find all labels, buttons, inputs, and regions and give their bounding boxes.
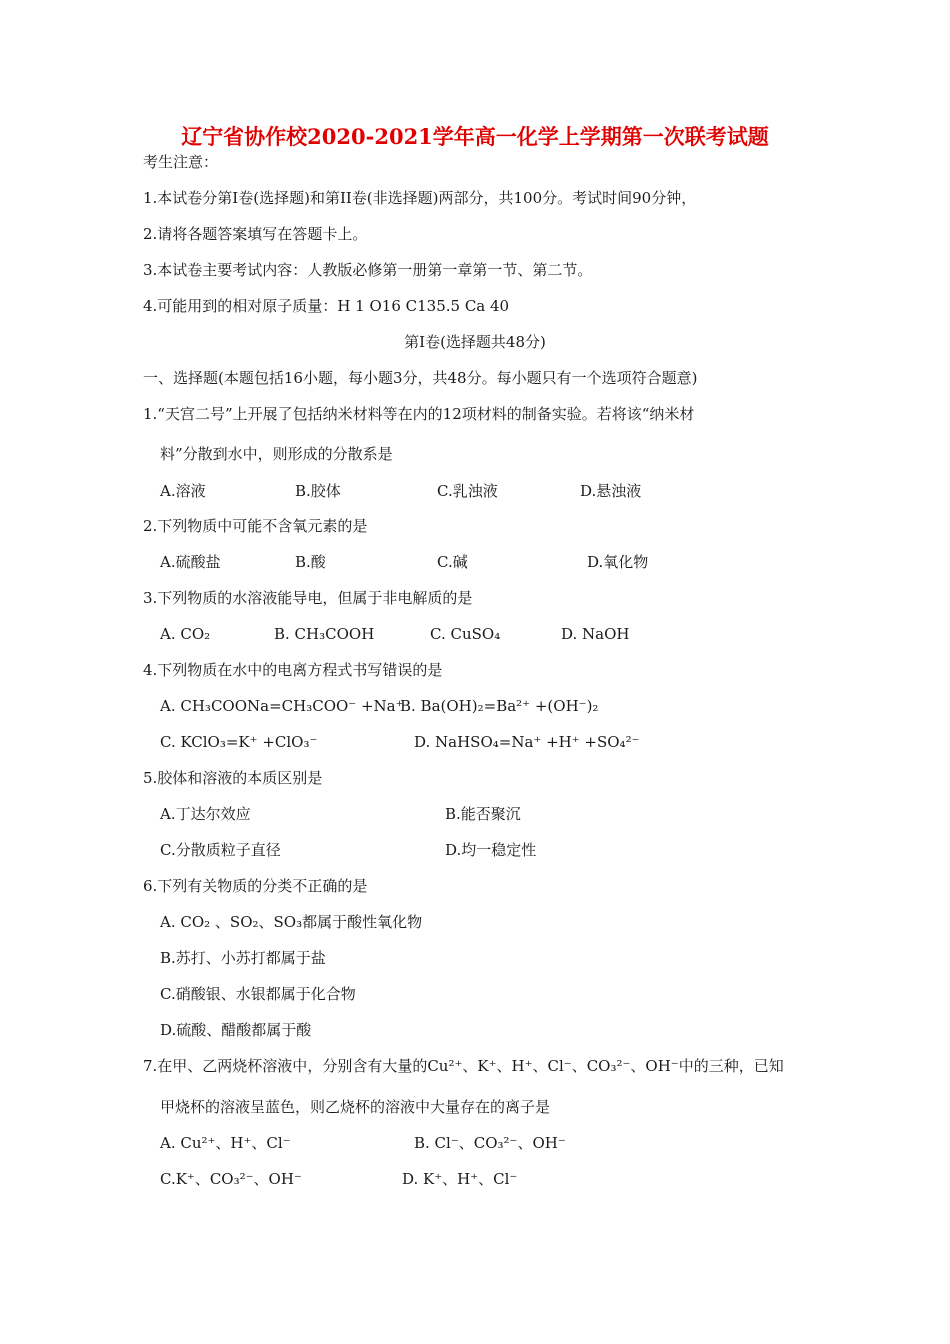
option-c: C. CuSO₄ [430, 625, 501, 643]
question-stem: 3.下列物质的水溶液能导电，但属于非电解质的是 [143, 589, 473, 607]
question-stem-continued: 甲烧杯的溶液呈蓝色，则乙烧杯的溶液中大量存在的离子是 [160, 1098, 551, 1116]
option-d: D.硫酸、醋酸都属于酸 [160, 1021, 312, 1039]
option-b: B.酸 [295, 553, 326, 571]
notice-item: 2.请将各题答案填写在答题卡上。 [143, 225, 368, 243]
option-c: C.K⁺、CO₃²⁻、OH⁻ [160, 1170, 302, 1188]
option-d: D. NaHSO₄=Na⁺ +H⁺ +SO₄²⁻ [414, 733, 640, 751]
question-stem: 5.胶体和溶液的本质区别是 [143, 769, 323, 787]
option-a: A. CO₂ [160, 625, 211, 643]
option-a: A.溶液 [160, 482, 206, 500]
question-stem-continued: 料”分散到水中，则形成的分散系是 [160, 445, 393, 463]
option-b: B.能否聚沉 [445, 805, 521, 823]
option-d: D. K⁺、H⁺、Cl⁻ [402, 1170, 518, 1188]
option-d: D.悬浊液 [580, 482, 642, 500]
question-stem: 1.“天宫二号”上开展了包括纳米材料等在内的12项材料的制备实验。若将该“纳米材 [143, 405, 695, 423]
option-c: C.乳浊液 [437, 482, 498, 500]
notice-item: 1.本试卷分第Ⅰ卷(选择题)和第II卷(非选择题)两部分，共100分。考试时间90分钟， [143, 189, 697, 207]
option-b: B. CH₃COOH [274, 625, 375, 643]
option-a: A. Cu²⁺、H⁺、Cl⁻ [160, 1134, 291, 1152]
option-d: D.均一稳定性 [445, 841, 537, 859]
option-b: B. Ba(OH)₂=Ba²⁺ +(OH⁻)₂ [400, 697, 599, 715]
option-a: A. CH₃COONa=CH₃COO⁻ +Na⁺ [160, 697, 404, 715]
option-c: C.硝酸银、水银都属于化合物 [160, 985, 356, 1003]
part-heading: 一、选择题(本题包括16小题，每小题3分，共48分。每小题只有一个选项符合题意) [143, 369, 698, 387]
option-c: C.碱 [437, 553, 468, 571]
option-d: D. NaOH [561, 625, 630, 643]
question-stem: 4.下列物质在水中的电离方程式书写错误的是 [143, 661, 443, 679]
question-stem: 6.下列有关物质的分类不正确的是 [143, 877, 368, 895]
option-b: B.胶体 [295, 482, 341, 500]
section-title: 第Ⅰ卷(选择题共48分) [404, 333, 546, 351]
option-c: C.分散质粒子直径 [160, 841, 281, 859]
option-b: B.苏打、小苏打都属于盐 [160, 949, 326, 967]
notice-heading: 考生注意： [143, 153, 219, 171]
option-c: C. KClO₃=K⁺ +ClO₃⁻ [160, 733, 318, 751]
notice-item: 4.可能用到的相对原子质量：H 1 O16 C135.5 Ca 40 [143, 297, 510, 315]
question-stem: 7.在甲、乙两烧杯溶液中，分别含有大量的Cu²⁺、K⁺、H⁺、Cl⁻、CO₃²⁻、OH⁻中的三种，已知 [143, 1057, 784, 1075]
option-b: B. Cl⁻、CO₃²⁻、OH⁻ [414, 1134, 566, 1152]
option-d: D.氧化物 [587, 553, 649, 571]
notice-item: 3.本试卷主要考试内容：人教版必修第一册第一章第一节、第二节。 [143, 261, 593, 279]
document-title: 辽宁省协作校2020-2021学年高一化学上学期第一次联考试题 [181, 124, 769, 149]
option-a: A.硫酸盐 [160, 553, 221, 571]
question-stem: 2.下列物质中可能不含氧元素的是 [143, 517, 368, 535]
option-a: A. CO₂ 、SO₂、SO₃都属于酸性氧化物 [160, 913, 423, 931]
option-a: A.丁达尔效应 [160, 805, 251, 823]
